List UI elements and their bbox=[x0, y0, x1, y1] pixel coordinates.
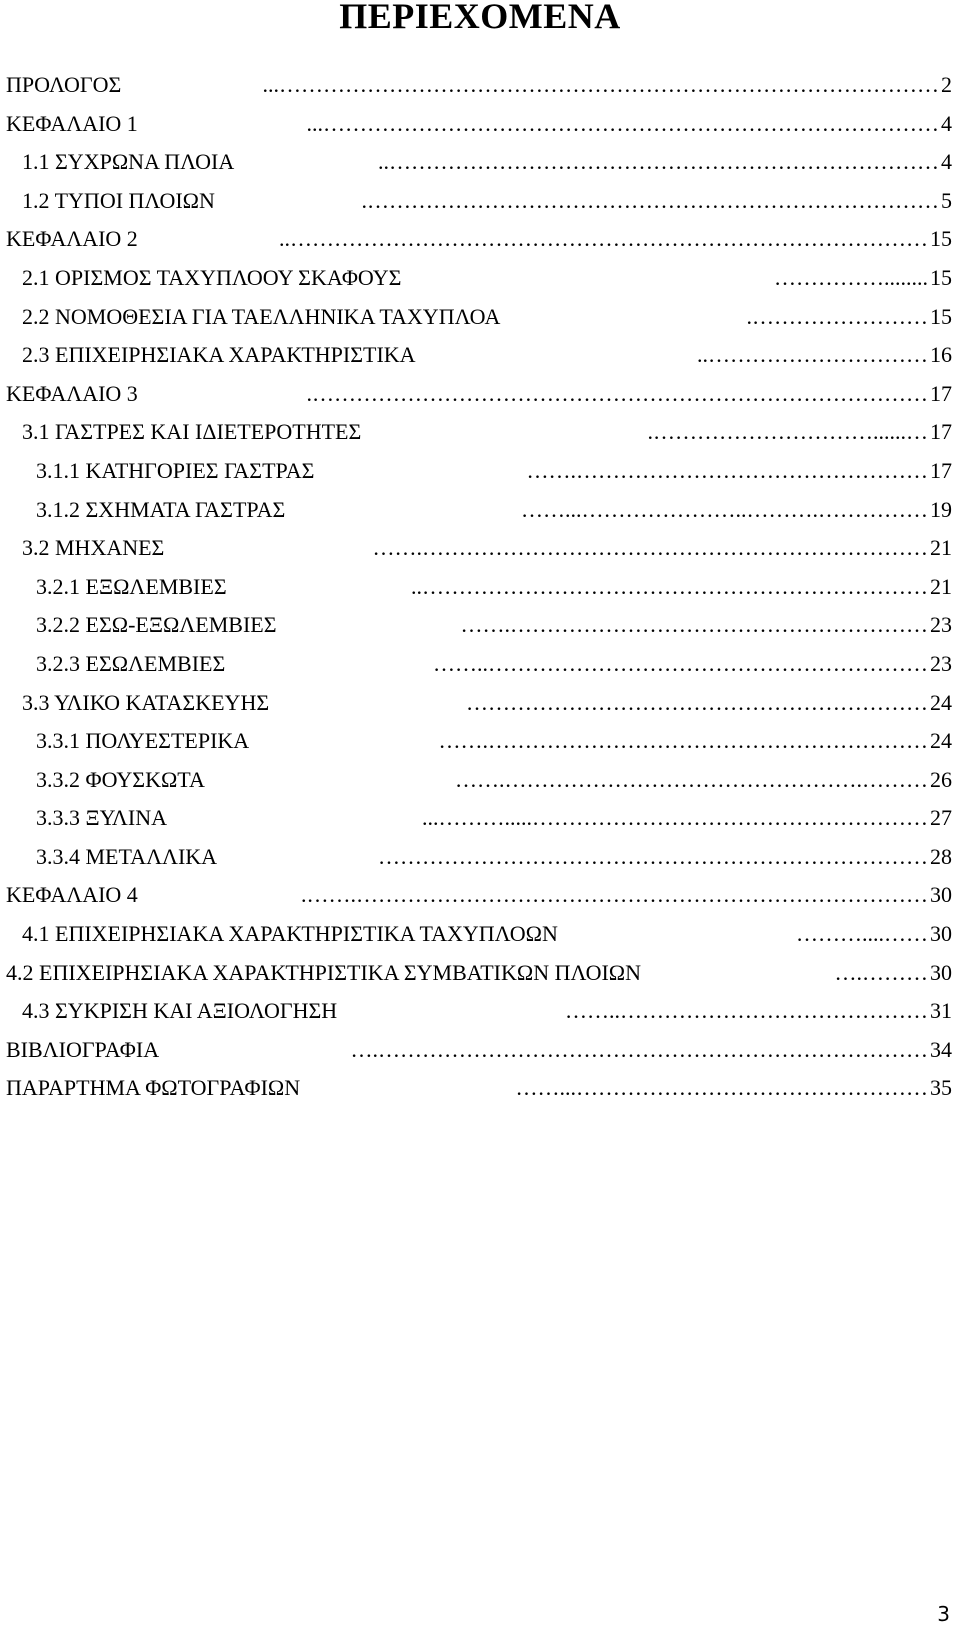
toc-entry-page-number: 30 bbox=[930, 882, 952, 908]
toc-entry-label: ΚΕΦΑΛΑΙΟ 4 bbox=[6, 882, 142, 908]
toc-entry-label: ΚΕΦΑΛΑΙΟ 1 bbox=[6, 111, 142, 137]
toc-entry-leader: ……………………………………………………..…… bbox=[433, 650, 928, 676]
toc-entry bbox=[0, 724, 960, 763]
toc-entry-label: 4.2 ΕΠΙΧΕΙΡΗΣΙΑΚΑ ΧΑΡΑΚΤΗΡΙΣΤΙΚΑ ΣΥΜΒΑΤΙΚΩΝ ΠΛΟΙΩΝ bbox=[6, 960, 645, 986]
toc-entry-label: 3.3.2 ΦΟΥΣΚΩΤΑ bbox=[36, 767, 209, 793]
toc-entry-leader: ……….………………………………………….…… bbox=[455, 766, 928, 792]
toc-entry-leader: …......…………………………. bbox=[647, 419, 928, 445]
page-title: ΠΕΡΙΕΧΟΜΕΝΑ bbox=[339, 0, 621, 36]
toc-entry-page-number: 35 bbox=[930, 1075, 952, 1101]
toc-entry-page-number: 30 bbox=[930, 959, 952, 985]
toc-entry-page-number: 17 bbox=[930, 457, 952, 483]
toc-entry bbox=[0, 840, 960, 879]
toc-entry-leader: ……………………. bbox=[746, 303, 928, 329]
toc-entry-leader: …………………………………………………………………………….. bbox=[279, 226, 928, 252]
page-number: 3 bbox=[937, 1602, 950, 1626]
toc-entry bbox=[0, 994, 960, 1033]
toc-entry-page-number: 21 bbox=[930, 535, 952, 561]
toc-entry-label: 3.1 ΓΑΣΤΡΕΣ ΚΑΙ ΙΔΙΕΤΕΡΟΤΗΤΕΣ bbox=[22, 419, 365, 445]
toc-entry-page-number: 24 bbox=[930, 728, 952, 754]
toc-entry-label: 4.1 ΕΠΙΧΕΙΡΗΣΙΑΚΑ ΧΑΡΑΚΤΗΡΙΣΤΙΚΑ ΤΑΧΥΠΛΟΩΝ bbox=[22, 921, 562, 947]
toc-entry bbox=[0, 917, 960, 956]
toc-entry-label: 3.3.3 ΞΥΛΙΝΑ bbox=[36, 805, 171, 831]
toc-entry-label: 2.2 ΝΟΜΟΘΕΣΙΑ ΓΙΑ ΤΑΕΛΛΗΝΙΚΑ ΤΑΧΥΠΛΟΑ bbox=[22, 304, 504, 330]
toc-entry-label: 1.2 ΤΥΠΟΙ ΠΛΟΙΩΝ bbox=[22, 188, 219, 214]
toc-entry-leader: ……………………………………..…… bbox=[565, 998, 928, 1024]
toc-entry-label: 3.2.1 ΕΞΩΛΕΜΒΙΕΣ bbox=[36, 574, 231, 600]
toc-entry bbox=[0, 415, 960, 454]
toc-entry-page-number: 4 bbox=[941, 149, 952, 175]
toc-entry-leader: …………………………………………………….…… bbox=[438, 728, 928, 754]
toc-entry bbox=[0, 878, 960, 917]
toc-entry-label: ΠΑΡΑΡΤΗΜΑ ΦΩΤΟΓΡΑΦΙΩΝ bbox=[6, 1075, 304, 1101]
toc-entry bbox=[0, 222, 960, 261]
toc-entry-page-number: 16 bbox=[930, 342, 952, 368]
toc-entry-label: 1.1 ΣΥΧΡΩΝΑ ΠΛΟΙΑ bbox=[22, 149, 238, 175]
toc-entry bbox=[0, 493, 960, 532]
toc-entry-label: 3.2.3 ΕΣΩΛΕΜΒΙΕΣ bbox=[36, 651, 229, 677]
toc-entry-label: 3.1.2 ΣΧΗΜΑΤΑ ΓΑΣΤΡΑΣ bbox=[36, 497, 289, 523]
toc-entry-label: ΒΙΒΛΙΟΓΡΑΦΙΑ bbox=[6, 1037, 163, 1063]
toc-entry-label: 3.2.2 ΕΣΩ-ΕΞΩΛΕΜΒΙΕΣ bbox=[36, 612, 281, 638]
toc-entry-label: 3.3 ΥΛΙΚΟ ΚΑΤΑΣΚΕΥΗΣ bbox=[22, 690, 273, 716]
toc-entry-page-number: 24 bbox=[930, 689, 952, 715]
toc-entry-label: 3.3.4 ΜΕΤΑΛΛΙΚΑ bbox=[36, 844, 221, 870]
toc-entry-page-number: 17 bbox=[930, 419, 952, 445]
toc-entry-leader: ……....……… bbox=[796, 921, 928, 947]
toc-entry-leader: ……….… bbox=[834, 959, 928, 985]
toc-entry bbox=[0, 338, 960, 377]
toc-entry bbox=[0, 686, 960, 725]
toc-entry-leader: …………….………..…………………...…… bbox=[521, 496, 928, 522]
toc-entry bbox=[0, 184, 960, 223]
toc-entry bbox=[0, 531, 960, 570]
toc-entry-leader: …………………………………………………………….. bbox=[411, 573, 928, 599]
toc-entry-label: ΚΕΦΑΛΑΙΟ 3 bbox=[6, 381, 142, 407]
toc-entry bbox=[0, 956, 960, 995]
toc-entry bbox=[0, 300, 960, 339]
toc-entry-page-number: 2 bbox=[941, 72, 952, 97]
toc-entry bbox=[0, 261, 960, 300]
toc-entry-page-number: 26 bbox=[930, 766, 952, 792]
toc-entry bbox=[0, 1071, 960, 1110]
toc-entry bbox=[0, 107, 960, 146]
toc-entry-label: ΚΕΦΑΛΑΙΟ 2 bbox=[6, 226, 142, 252]
toc-entry bbox=[0, 377, 960, 416]
toc-entry-page-number: 23 bbox=[930, 612, 952, 638]
toc-entry-page-number: 15 bbox=[930, 303, 952, 329]
toc-entry-leader: ……………………………………………….....………... bbox=[422, 805, 928, 831]
toc-entry-leader: ……………………………………………………………………. bbox=[361, 187, 939, 213]
toc-entry-leader: ………………………………………….…… bbox=[526, 457, 928, 483]
toc-entry-leader: ………………………………………………………………… bbox=[378, 843, 928, 869]
toc-entry-label: ΠΡΟΛΟΓΟΣ bbox=[6, 72, 125, 98]
toc-entry-page-number: 23 bbox=[930, 650, 952, 676]
toc-entry-leader: ………………………….. bbox=[697, 342, 928, 368]
toc-entry-page-number: 5 bbox=[941, 187, 952, 213]
toc-entry bbox=[0, 1033, 960, 1072]
toc-entry-leader: ………………………………………………………………….… bbox=[350, 1036, 928, 1062]
toc-entry-leader: …………………………………………………………….…… bbox=[372, 535, 928, 561]
toc-entry bbox=[0, 145, 960, 184]
toc-entry-page-number: 21 bbox=[930, 573, 952, 599]
toc-entry-label: 2.1 ΟΡΙΣΜΟΣ ΤΑΧΥΠΛΟΟΥ ΣΚΑΦΟΥΣ bbox=[22, 265, 405, 291]
toc-entry-leader: …………………………………………...…… bbox=[515, 1075, 928, 1101]
table-of-contents bbox=[0, 68, 960, 1110]
toc-entry-page-number: 27 bbox=[930, 805, 952, 831]
toc-entry bbox=[0, 647, 960, 686]
toc-entry bbox=[0, 801, 960, 840]
toc-entry-page-number: 34 bbox=[930, 1036, 952, 1062]
toc-entry-label: 2.3 ΕΠΙΧΕΙΡΗΣΙΑΚΑ ΧΑΡΑΚΤΗΡΙΣΤΙΚΑ bbox=[22, 342, 420, 368]
toc-entry bbox=[0, 608, 960, 647]
toc-entry-leader: …………………………………………………………………………... bbox=[306, 110, 939, 136]
toc-entry-label: 3.2 ΜΗΧΑΝΕΣ bbox=[22, 535, 168, 561]
toc-entry-page-number: 15 bbox=[930, 264, 952, 290]
toc-entry-label: 3.3.1 ΠΟΛΥΕΣΤΕΡΙΚΑ bbox=[36, 728, 253, 754]
toc-entry-leader: ………………………………………………………………………………... bbox=[262, 72, 939, 97]
toc-entry-label: 3.1.1 ΚΑΤΗΓΟΡΙΕΣ ΓΑΣΤΡΑΣ bbox=[36, 458, 318, 484]
toc-entry-page-number: 19 bbox=[930, 496, 952, 522]
toc-entry-page-number: 15 bbox=[930, 226, 952, 252]
toc-entry bbox=[0, 454, 960, 493]
toc-entry-page-number: 17 bbox=[930, 380, 952, 406]
toc-entry-leader: ........…………… bbox=[774, 264, 928, 290]
toc-entry-page-number: 4 bbox=[941, 110, 952, 136]
toc-entry-page-number: 30 bbox=[930, 921, 952, 947]
toc-entry-leader: ………………………………………………….…… bbox=[460, 612, 928, 638]
toc-entry-page-number: 31 bbox=[930, 998, 952, 1024]
toc-entry bbox=[0, 68, 960, 107]
toc-entry bbox=[0, 570, 960, 609]
toc-entry-page-number: 28 bbox=[930, 843, 952, 869]
toc-entry-leader: …………………………………………………………………….……. bbox=[301, 882, 928, 908]
toc-entry-label: 4.3 ΣΥΚΡΙΣΗ ΚΑΙ ΑΞΙΟΛΟΓΗΣΗ bbox=[22, 998, 341, 1024]
toc-entry-leader: ……………………………………………………… bbox=[466, 689, 928, 715]
toc-entry bbox=[0, 763, 960, 802]
toc-entry-leader: ………………………………………………………………….. bbox=[378, 149, 939, 175]
toc-entry-leader: …………………………………………………………………………. bbox=[306, 380, 928, 406]
